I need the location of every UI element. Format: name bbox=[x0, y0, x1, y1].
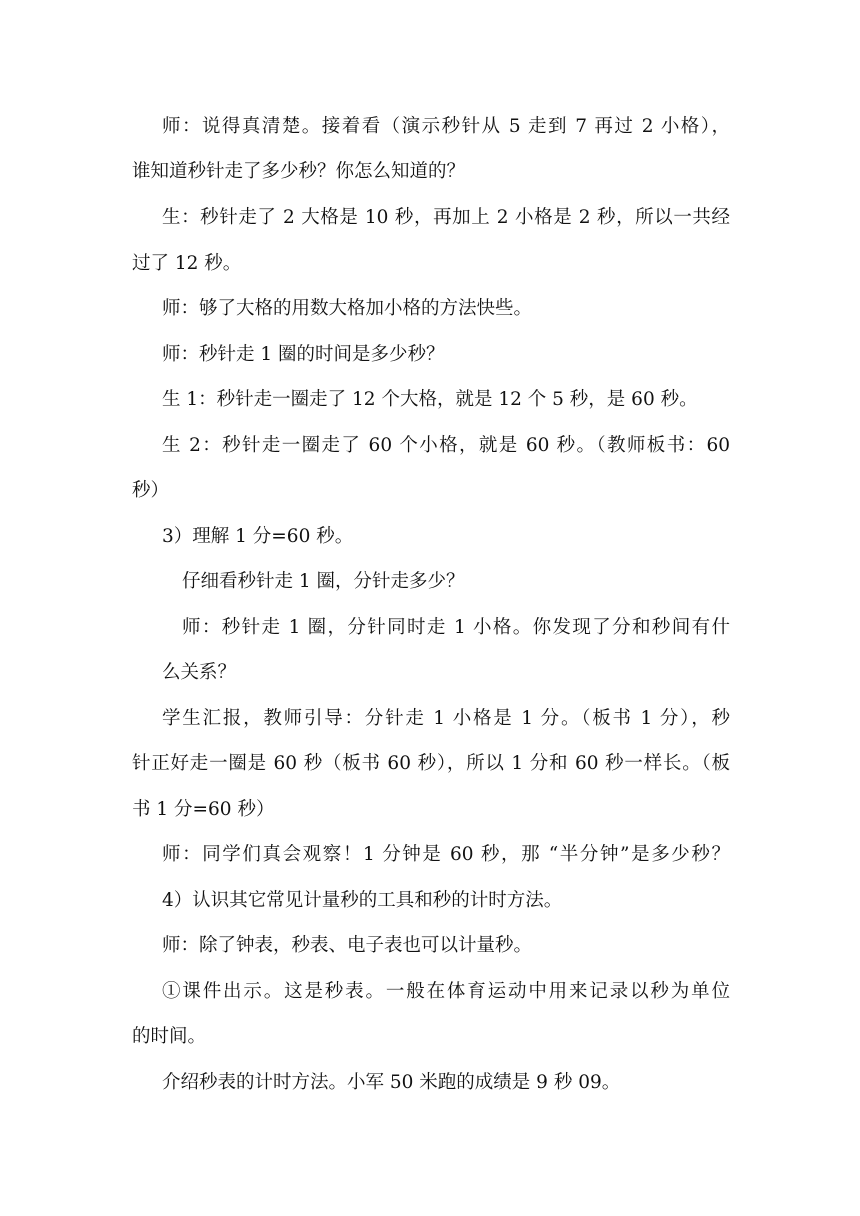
text-line: 师：说得真清楚。接着看（演示秒针从 5 走到 7 再过 2 小格）， bbox=[162, 116, 730, 137]
text-line: 么关系？ bbox=[162, 662, 237, 683]
text-line: 师：同学们真会观察！1 分钟是 60 秒，那 “半分钟”是多少秒？ bbox=[162, 844, 730, 865]
text-line: 师：够了大格的用数大格加小格的方法快些。 bbox=[162, 298, 533, 319]
text-line: 师：秒针走 1 圈的时间是多少秒？ bbox=[162, 344, 445, 365]
text-line: 学生汇报，教师引导：分针走 1 小格是 1 分。（板书 1 分），秒 bbox=[162, 708, 730, 729]
text-line: ①课件出示。这是秒表。一般在体育运动中用来记录以秒为单位 bbox=[162, 981, 730, 1002]
text-line: 书 1 分=60 秒） bbox=[132, 799, 275, 820]
text-line: 的时间。 bbox=[132, 1026, 207, 1047]
text-line: 生 1：秒针走一圈走了 12 个大格，就是 12 个 5 秒，是 60 秒。 bbox=[162, 389, 698, 410]
text-line: 生 2：秒针走一圈走了 60 个小格，就是 60 秒。（教师板书：60 bbox=[162, 435, 730, 456]
text-line: 生：秒针走了 2 大格是 10 秒，再加上 2 小格是 2 秒，所以一共经 bbox=[162, 207, 730, 228]
text-line: 3）理解 1 分=60 秒。 bbox=[162, 526, 354, 547]
text-line: 谁知道秒针走了多少秒？你怎么知道的？ bbox=[132, 161, 466, 182]
text-line: 师：除了钟表，秒表、电子表也可以计量秒。 bbox=[162, 935, 533, 956]
text-line: 针正好走一圈是 60 秒（板书 60 秒），所以 1 分和 60 秒一样长。（板 bbox=[132, 753, 730, 774]
text-line: 秒） bbox=[132, 480, 170, 501]
text-line: 4）认识其它常见计量秒的工具和秒的计时方法。 bbox=[162, 890, 563, 911]
text-line: 过了 12 秒。 bbox=[132, 253, 242, 274]
text-line: 仔细看秒针走 1 圈，分针走多少？ bbox=[182, 571, 465, 592]
text-line: 师：秒针走 1 圈，分针同时走 1 小格。你发现了分和秒间有什 bbox=[182, 617, 730, 638]
text-line: 介绍秒表的计时方法。小军 50 米跑的成绩是 9 秒 09。 bbox=[162, 1072, 621, 1093]
